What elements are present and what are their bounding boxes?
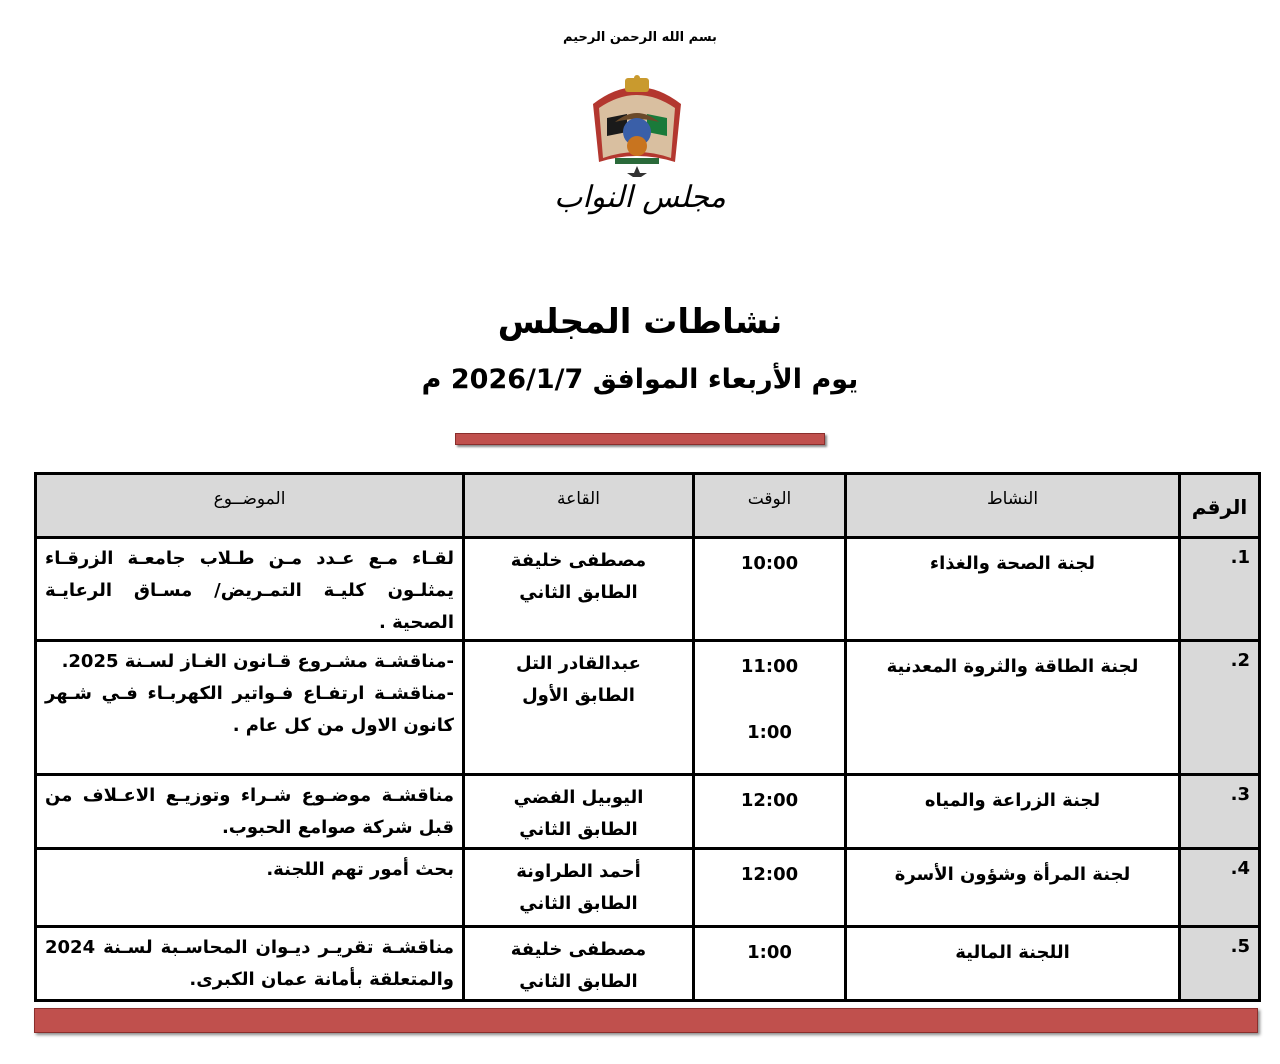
- row-activity: اللجنة المالية: [846, 927, 1180, 1001]
- footer-accent-bar: [34, 1008, 1258, 1033]
- row-topic: لقـاء مـع عـدد مـن طـلاب جامعـة الزرقـاء يمثلـون كليـة التمـريض/ مسـاق الرعايـة الصحية .: [36, 538, 464, 641]
- hall-floor: الطابق الثاني: [519, 819, 638, 840]
- row-time: 1:00: [694, 927, 846, 1001]
- row-hall: [464, 641, 694, 775]
- row-hall: [464, 775, 694, 849]
- table-row: [36, 927, 1260, 1001]
- row-number: 4.: [1180, 849, 1260, 927]
- column-header-hall: القاعة: [464, 474, 694, 538]
- row-activity: لجنة الزراعة والمياه: [846, 775, 1180, 849]
- column-header-number: الرقم: [1180, 474, 1260, 538]
- title-underline-bar: [455, 433, 825, 445]
- row-hall: [464, 927, 694, 1001]
- row-time: 10:00: [694, 538, 846, 641]
- table-row: [36, 849, 1260, 927]
- row-time: 12:00: [694, 775, 846, 849]
- table-header-row: [36, 474, 1260, 538]
- hall-name: أحمد الطراونة: [516, 861, 641, 882]
- row-hall: [464, 849, 694, 927]
- row-hall: [464, 538, 694, 641]
- row-topic: بحث أمور تهم اللجنة.: [36, 849, 464, 927]
- table-row: [36, 641, 1260, 775]
- row-topic: مناقشـة موضـوع شـراء وتوزيـع الاعـلاف من قبل شركة صوامع الحبوب.: [36, 775, 464, 849]
- basmala-text: بسم الله الرحمن الرحيم: [563, 30, 717, 45]
- page-date-subtitle: يوم الأربعاء الموافق 2026/1/7 م: [421, 364, 859, 395]
- jordan-coat-of-arms-logo: [585, 74, 689, 178]
- page-title: نشاطات المجلس: [497, 302, 783, 342]
- row-topic: [36, 641, 464, 775]
- time-second: 1:00: [747, 722, 792, 743]
- row-number: 5.: [1180, 927, 1260, 1001]
- table-row: [36, 538, 1260, 641]
- row-topic: مناقشـة تقريـر ديـوان المحاسـبة لسـنة 2024 والمتعلقة بأمانة عمان الكبرى.: [36, 927, 464, 1001]
- hall-name: مصطفى خليفة: [510, 939, 647, 960]
- time-first: 11:00: [740, 656, 799, 677]
- row-number: 3.: [1180, 775, 1260, 849]
- hall-floor: الطابق الثاني: [519, 893, 638, 914]
- table-row: [36, 775, 1260, 849]
- hall-floor: الطابق الأول: [522, 685, 635, 706]
- hall-name: عبدالقادر التل: [516, 653, 641, 674]
- topic-item-first: -مناقشـة مشـروع قـانون الغـاز لسـنة 2025.: [61, 651, 454, 672]
- column-header-activity: النشاط: [846, 474, 1180, 538]
- row-time: 12:00: [694, 849, 846, 927]
- topic-item-second: -مناقشـة ارتفـاع فـواتير الكهربـاء فـي شـهر كانون الاول من كل عام .: [45, 683, 454, 736]
- row-number: 1.: [1180, 538, 1260, 641]
- hall-floor: الطابق الثاني: [519, 582, 638, 603]
- column-header-topic: الموضــوع: [36, 474, 464, 538]
- hall-floor: الطابق الثاني: [519, 971, 638, 992]
- row-activity: لجنة الصحة والغذاء: [846, 538, 1180, 641]
- parliament-name-logotype: مجلس النواب: [554, 180, 726, 215]
- hall-name: مصطفى خليفة: [510, 550, 647, 571]
- column-header-time: الوقت: [694, 474, 846, 538]
- hall-name: اليوبيل الفضي: [513, 787, 644, 808]
- row-time: [694, 641, 846, 775]
- activities-table: [34, 472, 1261, 1002]
- row-number: 2.: [1180, 641, 1260, 775]
- row-activity: لجنة الطاقة والثروة المعدنية: [846, 641, 1180, 775]
- row-activity: لجنة المرأة وشؤون الأسرة: [846, 849, 1180, 927]
